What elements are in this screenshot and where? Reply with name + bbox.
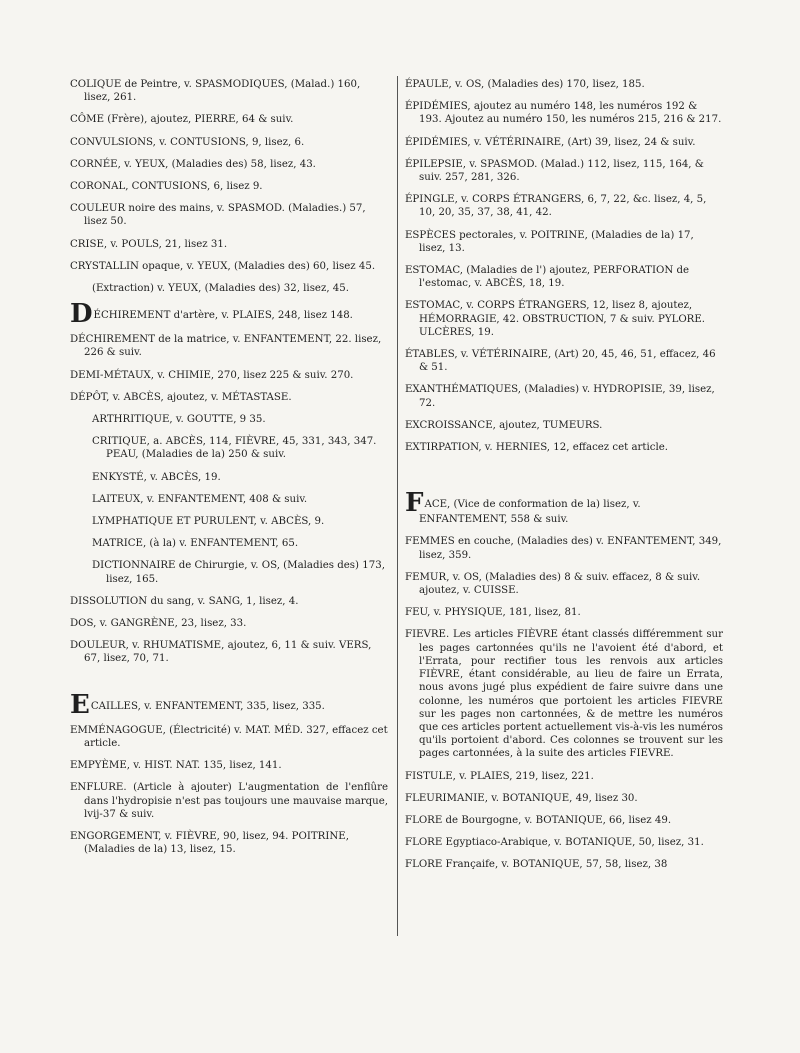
entry: (Extraction) v. YEUX, (Maladies des) 32, lisez, 45. <box>92 283 349 295</box>
entry: DOS, v. GANGRÈNE, 23, lisez, 33. <box>70 618 247 630</box>
entry: LAITEUX, v. ENFANTEMENT, 408 & suiv. <box>92 493 308 505</box>
entry-text: ACE, (Vice de conformation de la) lisez, v. ENFANTEMENT, 558 & suiv. <box>419 499 641 526</box>
entry: ENFLURE. (Article à ajouter) L'augmentation de l'enflûre dans l'hydropisie n'est pas toujours une mauvaise marque, lvij-37 & suiv. <box>70 782 388 820</box>
entry: FEMUR, v. OS, (Maladies des) 8 & suiv. effacez, 8 & suiv. ajoutez, v. CUISSE. <box>405 571 701 597</box>
entry: LYMPHATIQUE ET PURULENT, v. ABCÈS, 9. <box>92 516 325 528</box>
section-letter: D <box>70 299 93 330</box>
entry: ÉPILEPSIE, v. SPASMOD. (Malad.) 112, lisez, 115, 164, & suiv. 257, 281, 326. <box>405 158 704 184</box>
entry: DICTIONNAIRE de Chirurgie, v. OS, (Maladies des) 173, lisez, 165. <box>92 560 385 585</box>
entry: ÉPINGLE, v. CORPS ÉTRANGERS, 6, 7, 22, &c. lisez, 4, 5, 10, 20, 35, 37, 38, 41, 42. <box>405 194 707 219</box>
section-e-first-entry <box>70 689 388 720</box>
section-letter: E <box>70 689 90 720</box>
entry: ÉTABLES, v. VÉTÉRINAIRE, (Art) 20, 45, 46, 51, effacez, 46 & 51. <box>405 349 716 374</box>
entry: ÉPIDÉMIES, ajoutez au numéro 148, les numéros 192 & 193. Ajoutez au numéro 150, les numéros 215, 216 & 217. <box>405 101 722 126</box>
left-column <box>70 78 388 865</box>
entry: FLEURIMANIE, v. BOTANIQUE, 49, lisez 30. <box>405 792 638 804</box>
entry: DÉPÔT, v. ABCÈS, ajoutez, v. MÉTASTASE. <box>70 391 292 403</box>
entry: ESPÈCES pectorales, v. POITRINE, (Maladies de la) 17, lisez, 13. <box>405 229 694 254</box>
entry: MATRICE, (à la) v. ENFANTEMENT, 65. <box>92 538 299 550</box>
entry: EXTIRPATION, v. HERNIES, 12, effacez cet article. <box>405 442 669 454</box>
entry: COLIQUE de Peintre, v. SPASMODIQUES, (Malad.) 160, lisez, 261. <box>70 79 361 104</box>
entry: COULEUR noire des mains, v. SPASMOD. (Maladies.) 57, lisez 50. <box>70 203 366 228</box>
right-column <box>405 78 723 881</box>
entry: FEMMES en couche, (Maladies des) v. ENFANTEMENT, 349, lisez, 359. <box>405 536 722 561</box>
entry: FISTULE, v. PLAIES, 219, lisez, 221. <box>405 770 594 782</box>
entry: EXANTHÉMATIQUES, (Maladies) v. HYDROPISIE, 39, lisez, 72. <box>405 384 715 409</box>
section-letter: F <box>405 488 424 519</box>
entry-text: ÉCHIREMENT d'artère, v. PLAIES, 248, lisez 148. <box>93 310 353 322</box>
entry: CRYSTALLIN opaque, v. YEUX, (Maladies des) 60, lisez 45. <box>70 260 376 272</box>
entry: EMMÉNAGOGUE, (Électricité) v. MAT. MÉD. 327, effacez cet article. <box>70 724 388 749</box>
entry: ÉPIDÉMIES, v. VÉTÉRINAIRE, (Art) 39, lisez, 24 & suiv. <box>405 136 696 148</box>
entry: CÔME (Frère), ajoutez, PIERRE, 64 & suiv. <box>70 114 294 126</box>
column-divider <box>397 76 398 936</box>
entry: FLORE de Bourgogne, v. BOTANIQUE, 66, lisez 49. <box>405 814 672 826</box>
section-d-first-entry <box>70 299 388 330</box>
entry: FIEVRE. Les articles FIÈVRE étant classés différemment sur les pages cartonnées qu'ils ne l'avoient été d'abord, et l'Errata, pour rectifier tous les renvois aux articles FIÈVRE, étant considérable, au lieu de faire un Errata, nous avons jugé plus expédient de faire suivre dans une colonne, les numéros que portoient les articles FIEVRE sur les pages non cartonnées, & de mettre les numéros que ces articles portent actuellement vis-à-vis les numéros qu'ils portoient d'abord. Ces colonnes se trouvent sur les pages cartonnées, à la suite des articles FIEVRE. <box>405 629 723 760</box>
entry: CORONAL, CONTUSIONS, 6, lisez 9. <box>70 181 263 193</box>
entry: DEMI-MÉTAUX, v. CHIMIE, 270, lisez 225 & suiv. 270. <box>70 369 354 381</box>
entry: CRITIQUE, a. ABCÈS, 114, FIÈVRE, 45, 331, 343, 347. PEAU, (Maladies de la) 250 & suiv. <box>92 436 377 461</box>
entry-text: CAILLES, v. ENFANTEMENT, 335, lisez, 335. <box>90 700 325 712</box>
entry: CRISE, v. POULS, 21, lisez 31. <box>70 238 228 250</box>
entry: CORNÉE, v. YEUX, (Maladies des) 58, lisez, 43. <box>70 158 316 170</box>
entry: ÉPAULE, v. OS, (Maladies des) 170, lisez, 185. <box>405 79 645 90</box>
entry: EMPYÈME, v. HIST. NAT. 135, lisez, 141. <box>70 760 282 772</box>
entry: CONVULSIONS, v. CONTUSIONS, 9, lisez, 6. <box>70 136 305 148</box>
entry: DOULEUR, v. RHUMATISME, ajoutez, 6, 11 & suiv. VERS, 67, lisez, 70, 71. <box>70 640 372 665</box>
entry: EXCROISSANCE, ajoutez, TUMEURS. <box>405 419 603 431</box>
section-f-first-entry <box>405 488 723 526</box>
entry: DISSOLUTION du sang, v. SANG, 1, lisez, 4. <box>70 595 299 607</box>
entry: ARTHRITIQUE, v. GOUTTE, 9 35. <box>92 414 266 426</box>
entry: DÉCHIREMENT de la matrice, v. ENFANTEMENT, 22. lisez, 226 & suiv. <box>70 334 382 359</box>
entry: ENGORGEMENT, v. FIÈVRE, 90, lisez, 94. POITRINE, (Maladies de la) 13, lisez, 15. <box>70 830 349 856</box>
entry: ENKYSTÉ, v. ABCÈS, 19. <box>92 471 221 483</box>
entry: FLORE Egyptiaco-Arabique, v. BOTANIQUE, 50, lisez, 31. <box>405 837 704 849</box>
entry: FLORE Françaife, v. BOTANIQUE, 57, 58, lisez, 38 <box>405 859 668 871</box>
entry: FEU, v. PHYSIQUE, 181, lisez, 81. <box>405 607 581 619</box>
entry: ESTOMAC, (Maladies de l') ajoutez, PERFORATION de l'estomac, v. ABCÈS, 18, 19. <box>405 265 690 290</box>
entry: ESTOMAC, v. CORPS ÉTRANGERS, 12, lisez 8, ajoutez, HÉMORRAGIE, 42. OBSTRUCTION, 7 & suiv. PYLORE. ULCÈRES, 19. <box>405 300 706 338</box>
